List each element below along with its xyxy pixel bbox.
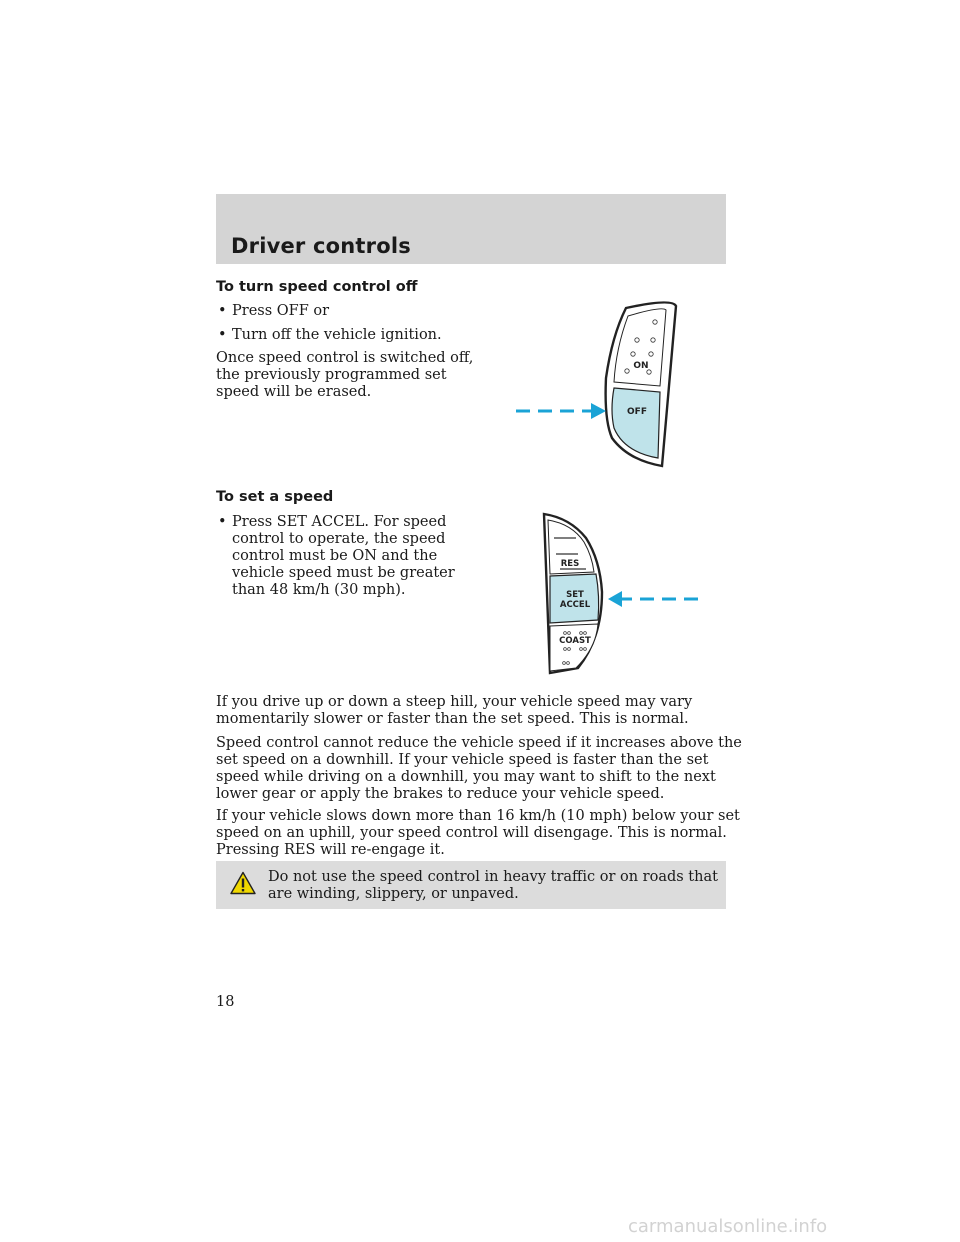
speed-control-set-accel-illustration — [530, 508, 710, 678]
turn-off-paragraph — [216, 350, 473, 401]
paragraph-line: Speed control cannot reduce the vehicle speed if it increases above the — [216, 735, 742, 751]
paragraph-line: speed will be erased. — [216, 384, 372, 400]
warning-line: Do not use the speed control in heavy traffic or on roads that — [268, 869, 718, 885]
coast-label: COAST — [559, 636, 591, 646]
bullet-line: vehicle speed must be greater — [232, 565, 455, 581]
watermark: carmanualsonline.info — [628, 1216, 828, 1237]
bullet-text: Turn off the vehicle ignition. — [232, 327, 442, 343]
turn-off-heading: To turn speed control off — [216, 279, 418, 295]
speed-control-off-switch-illustration — [500, 298, 690, 470]
bullet-text: Press OFF or — [232, 303, 330, 319]
bullet-dot: • — [218, 327, 227, 343]
page-number: 18 — [216, 994, 235, 1010]
arrow-head-icon — [591, 403, 606, 419]
paragraph-line: Once speed control is switched off, — [216, 350, 474, 366]
paragraph-line: the previously programmed set — [216, 367, 447, 383]
coast-button — [550, 624, 598, 671]
bullet-line: control to operate, the speed — [232, 531, 446, 547]
on-label: ON — [633, 361, 649, 371]
res-label: RES — [560, 559, 580, 569]
arrow-head-icon — [608, 591, 622, 607]
bullet-dot: • — [218, 514, 227, 530]
set-label: SET — [566, 590, 584, 600]
paragraph-uphill — [216, 808, 740, 859]
warning-text — [268, 869, 718, 903]
bullet-dot: • — [218, 303, 227, 319]
paragraph-downhill — [216, 735, 742, 803]
paragraph-line: If your vehicle slows down more than 16 km/h (10 mph) below your set — [216, 808, 740, 824]
paragraph-line: If you drive up or down a steep hill, your vehicle speed may vary — [216, 694, 693, 710]
warning-line: are winding, slippery, or unpaved. — [268, 886, 519, 902]
set-speed-heading: To set a speed — [216, 489, 334, 505]
paragraph-hill — [216, 694, 692, 728]
off-label: OFF — [627, 407, 647, 417]
warning-box — [216, 861, 726, 909]
section-title: Driver controls — [231, 234, 411, 258]
bullet-line: than 48 km/h (30 mph). — [232, 582, 406, 598]
accel-label: ACCEL — [559, 600, 591, 610]
section-header-band — [216, 194, 726, 264]
bullet-line: Press SET ACCEL. For speed — [232, 514, 447, 530]
bullet-line: control must be ON and the — [232, 548, 438, 564]
paragraph-line: set speed on a downhill. If your vehicle speed is faster than the set — [216, 752, 709, 768]
paragraph-line: lower gear or apply the brakes to reduce your vehicle speed. — [216, 786, 665, 802]
warning-triangle-icon — [230, 871, 256, 895]
paragraph-line: momentarily slower or faster than the set speed. This is normal. — [216, 711, 689, 727]
paragraph-line: speed while driving on a downhill, you may want to shift to the next — [216, 769, 716, 785]
bullet-text — [232, 514, 455, 599]
paragraph-line: speed on an uphill, your speed control will disengage. This is normal. — [216, 825, 727, 841]
paragraph-line: Pressing RES will re-engage it. — [216, 842, 445, 858]
